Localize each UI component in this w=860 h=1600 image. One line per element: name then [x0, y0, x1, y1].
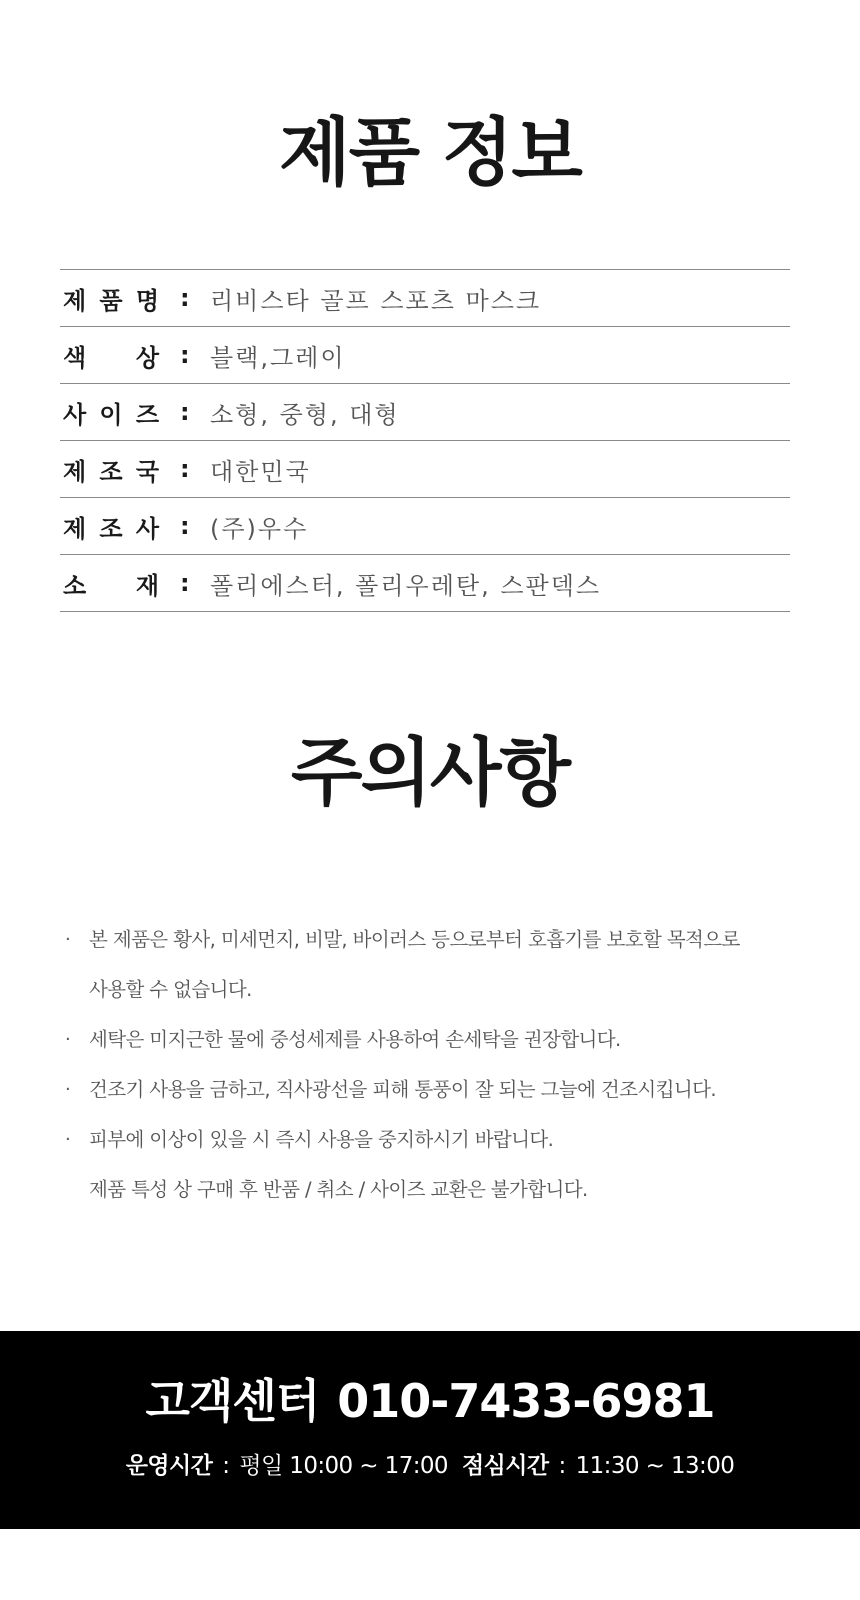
caution-item [65, 1115, 825, 1165]
spec-label [63, 452, 159, 487]
spec-label-char: 제 [63, 286, 87, 315]
spec-colon: : [180, 569, 190, 597]
spec-label-char: 명 [135, 286, 159, 315]
product-info-title: 제품 정보 [279, 110, 581, 196]
hours-colon: : [222, 1453, 230, 1479]
caution-text: 제품 특성 상 구매 후 반품 / 취소 / 사이즈 교환은 불가합니다. [89, 1178, 588, 1201]
spec-row-country [60, 441, 790, 498]
caution-item [65, 1065, 825, 1115]
spec-row-material [60, 555, 790, 612]
bullet-icon: · [65, 1129, 71, 1150]
caution-item [65, 915, 825, 965]
spec-label [63, 509, 159, 544]
product-spec-table [60, 269, 790, 612]
customer-center-phone [0, 1371, 860, 1431]
caution-text: 건조기 사용을 금하고, 직사광선을 피해 통풍이 잘 되는 그늘에 건조시킵니다. [89, 1078, 716, 1101]
spec-label-char: 색 [63, 343, 87, 372]
spec-label [63, 395, 159, 430]
spec-row-manufacturer [60, 498, 790, 555]
spec-value: 소형, 중형, 대형 [210, 400, 400, 429]
caution-title: 주의사항 [291, 730, 569, 816]
spec-colon: : [180, 341, 190, 369]
caution-item [65, 1015, 825, 1065]
spec-label-char: 제 [63, 457, 87, 486]
spec-label-char: 조 [99, 457, 123, 486]
customer-center-footer [0, 1331, 860, 1529]
bullet-icon: · [65, 1079, 71, 1100]
spec-label [63, 281, 159, 316]
spec-colon: : [180, 512, 190, 540]
hours-label: 운영시간 [125, 1453, 213, 1479]
spec-row-size [60, 384, 790, 441]
caution-text: 피부에 이상이 있을 시 즉시 사용을 중지하시기 바랍니다. [89, 1128, 554, 1151]
spec-label-char: 제 [63, 514, 87, 543]
caution-text: 사용할 수 없습니다. [89, 978, 252, 1001]
spec-value: (주)우수 [210, 514, 309, 543]
caution-text: 세탁은 미지근한 물에 중성세제를 사용하여 손세탁을 권장합니다. [89, 1028, 621, 1051]
caution-list [65, 915, 825, 1215]
spec-colon: : [180, 284, 190, 312]
phone-number: 010-7433-6981 [337, 1374, 715, 1428]
spec-label-char: 즈 [135, 400, 159, 429]
spec-label-char: 조 [99, 514, 123, 543]
spec-label-char: 사 [135, 514, 159, 543]
lunch-value: 11:30 ~ 13:00 [575, 1453, 735, 1479]
bullet-icon: · [65, 929, 71, 950]
customer-center-label: 고객센터 [145, 1374, 320, 1428]
spec-row-color [60, 327, 790, 384]
spec-label-char: 상 [135, 343, 159, 372]
spec-label-char: 재 [135, 571, 159, 600]
spec-label-char: 품 [99, 286, 123, 315]
hours-value: 평일 10:00 ~ 17:00 [239, 1453, 448, 1479]
spec-value: 블랙,그레이 [210, 343, 346, 372]
spec-row-product-name [60, 270, 790, 327]
spec-label [63, 566, 159, 601]
spec-value: 폴리에스터, 폴리우레탄, 스판덱스 [210, 571, 602, 600]
business-hours [0, 1449, 860, 1483]
spec-colon: : [180, 398, 190, 426]
lunch-colon: : [558, 1453, 566, 1479]
spec-label [63, 338, 159, 373]
lunch-label: 점심시간 [461, 1453, 549, 1479]
bullet-icon: · [65, 1029, 71, 1050]
spec-label-char: 국 [135, 457, 159, 486]
caution-item-continuation [65, 1165, 825, 1215]
caution-item-continuation [65, 965, 825, 1015]
spec-colon: : [180, 455, 190, 483]
spec-value: 리비스타 골프 스포츠 마스크 [210, 286, 542, 315]
spec-label-char: 사 [63, 400, 87, 429]
spec-value: 대한민국 [210, 457, 311, 486]
spec-label-char: 소 [63, 571, 87, 600]
caution-text: 본 제품은 황사, 미세먼지, 비말, 바이러스 등으로부터 호흡기를 보호할 목적으로 [89, 928, 740, 951]
spec-label-char: 이 [99, 400, 123, 429]
